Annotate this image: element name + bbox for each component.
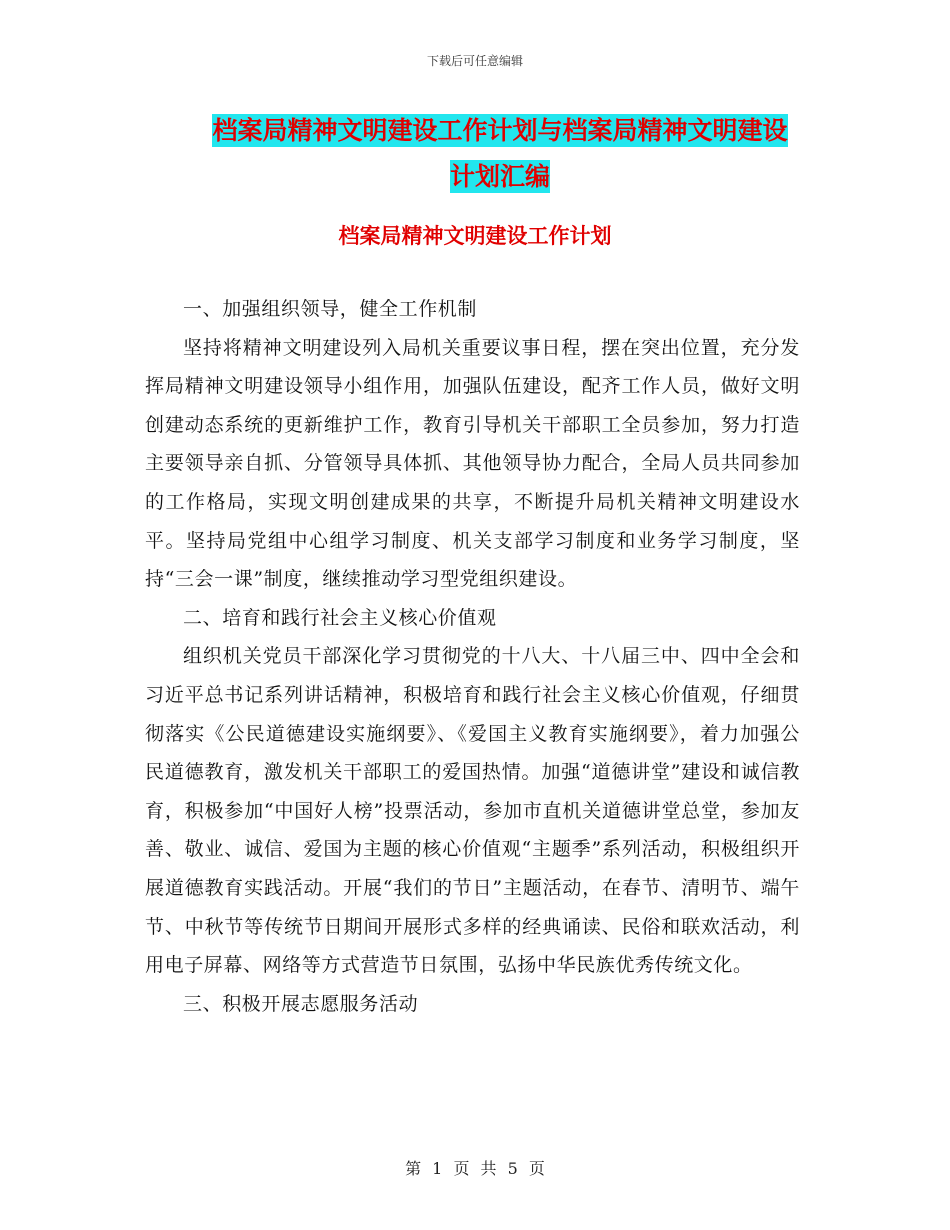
heading-3: 三、积极开展志愿服务活动 xyxy=(183,992,419,1015)
heading-1: 一、加强组织领导，健全工作机制 xyxy=(183,298,478,320)
document-body xyxy=(145,290,800,1023)
page-number: 第 1 页 共 5 页 xyxy=(405,1159,545,1178)
page-header: 下载后可任意编辑 xyxy=(426,54,523,68)
heading-2: 二、培育和践行社会主义核心价值观 xyxy=(183,606,497,629)
section-title: 档案局精神文明建设工作计划 xyxy=(338,224,612,248)
document-title-line-1: 档案局精神文明建设工作计划与档案局精神文明建设 xyxy=(212,116,788,145)
document-title xyxy=(150,108,850,200)
paragraph-1: 坚持将精神文明建设列入局机关重要议事日程，摆在突出位置，充分发挥局精神文明建设领导小组作用，加强队伍建设，配齐工作人员，做好文明创建动态系统的更新维护工作，教育引导机关干部职工全员参加，努力打造主要领导亲自抓、分管领导具体抓、其他领导协力配合，全局人员共同参加的工作格局，实现文明创建成果的共享，不断提升局机关精神文明建设水平。坚持局党组中心组学习制度、机关支部学习制度和业务学习制度，坚持“三会一课”制度，继续推动学习型党组织建设。 xyxy=(145,336,800,591)
paragraph-2: 组织机关党员干部深化学习贯彻党的十八大、十八届三中、四中全会和习近平总书记系列讲话精神，积极培育和践行社会主义核心价值观，仔细贯彻落实《公民道德建设实施纲要》、《爱国主义教育实施纲要》，着力加强公民道德教育，激发机关干部职工的爱国热情。加强“道德讲堂”建设和诚信教育，积极参加“中国好人榜”投票活动，参加市直机关道德讲堂总堂，参加友善、敬业、诚信、爱国为主题的核心价值观“主题季”系列活动，积极组织开展道德教育实践活动。开展“我们的节日”主题活动，在春节、清明节、端午节、中秋节等传统节日期间开展形式多样的经典诵读、民俗和联欢活动，利用电子屏幕、网络等方式营造节日氛围，弘扬中华民族优秀传统文化。 xyxy=(145,645,800,977)
document-title-line-2: 计划汇编 xyxy=(449,162,550,191)
